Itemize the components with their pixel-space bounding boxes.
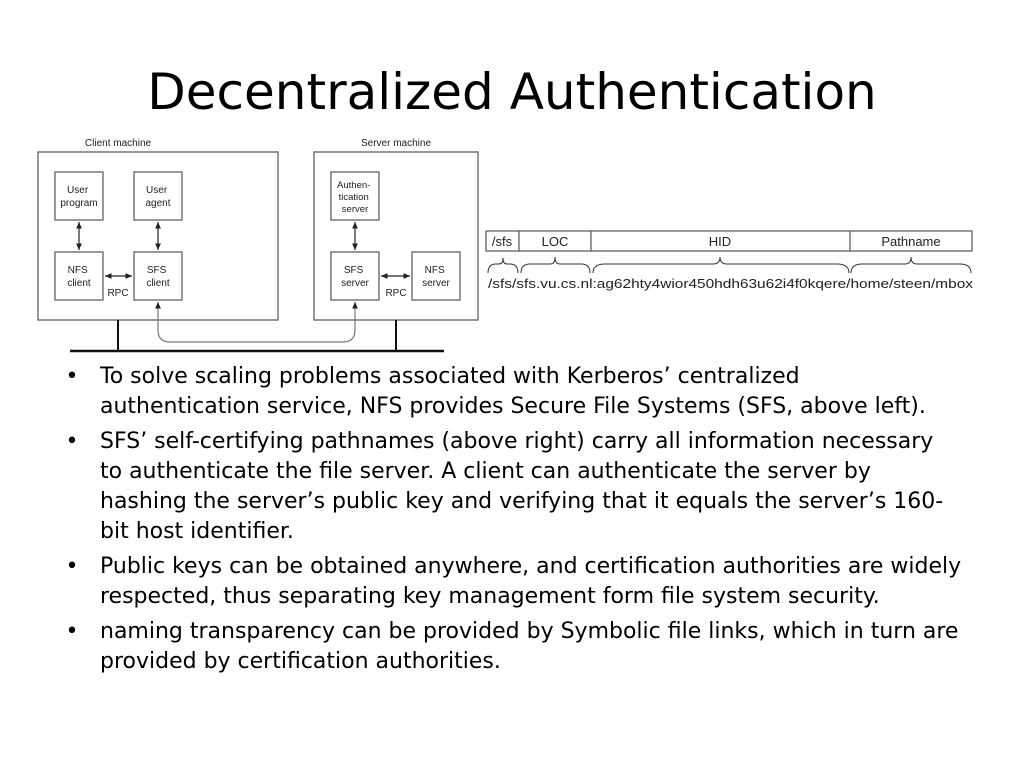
bullet-item [62, 362, 962, 422]
nfs-client-label: NFS client [67, 265, 91, 289]
bullet-item [62, 552, 962, 612]
bullet-list [62, 362, 962, 682]
field-hid: HID [708, 234, 732, 249]
bullet-text: naming transparency can be provided by Symbolic file links, which in turn are provided by certification authorities. [100, 619, 959, 674]
bullet-dot: • [65, 429, 79, 454]
brace-sfs [488, 258, 518, 273]
server-machine-label: Server machine [360, 138, 432, 149]
slide-title: Decentralized Authentication [147, 63, 877, 121]
bullet-text: To solve scaling problems associated with Kerberos’ centralized authentication service, NFS provides Secure File Systems (SFS, above left). [100, 364, 926, 419]
bullet-dot: • [65, 364, 79, 389]
sfs-server-label: SFS server [341, 265, 369, 289]
bullet-dot: • [65, 619, 79, 644]
brace-hid [593, 257, 849, 273]
auth-server-label: Authen- tication server [337, 180, 371, 215]
field-sfs: /sfs [491, 234, 513, 249]
bullet-item [62, 427, 962, 547]
sfs-client-label: SFS client [146, 265, 170, 289]
user-agent-label: User agent [145, 185, 171, 209]
bullet-text: Public keys can be obtained anywhere, and certification authorities are widely respected, thus separating key management form file system security. [100, 554, 962, 609]
rpc-right-label: RPC [385, 288, 407, 299]
nfs-server-label: NFS server [422, 265, 450, 289]
bullet-dot: • [65, 554, 79, 579]
bullet-item [62, 617, 962, 677]
rpc-left-label: RPC [107, 288, 129, 299]
brace-pathname [851, 257, 971, 273]
user-program-label: User program [60, 185, 98, 209]
field-loc: LOC [541, 234, 569, 249]
pathname-example: /sfs/sfs.vu.cs.nl:ag62hty4wior450hdh63u62i4f0kqere/home/steen/mbox [488, 276, 974, 291]
brace-loc [521, 257, 590, 273]
field-pathname: Pathname [881, 234, 941, 249]
client-machine-label: Client machine [84, 138, 152, 149]
bullet-text: SFS’ self-certifying pathnames (above right) carry all information necessary to authenticate the file server. A client can authenticate the server by hashing the server’s public key and verifying that it equals the server’s 160-bit host identifier. [100, 429, 944, 544]
